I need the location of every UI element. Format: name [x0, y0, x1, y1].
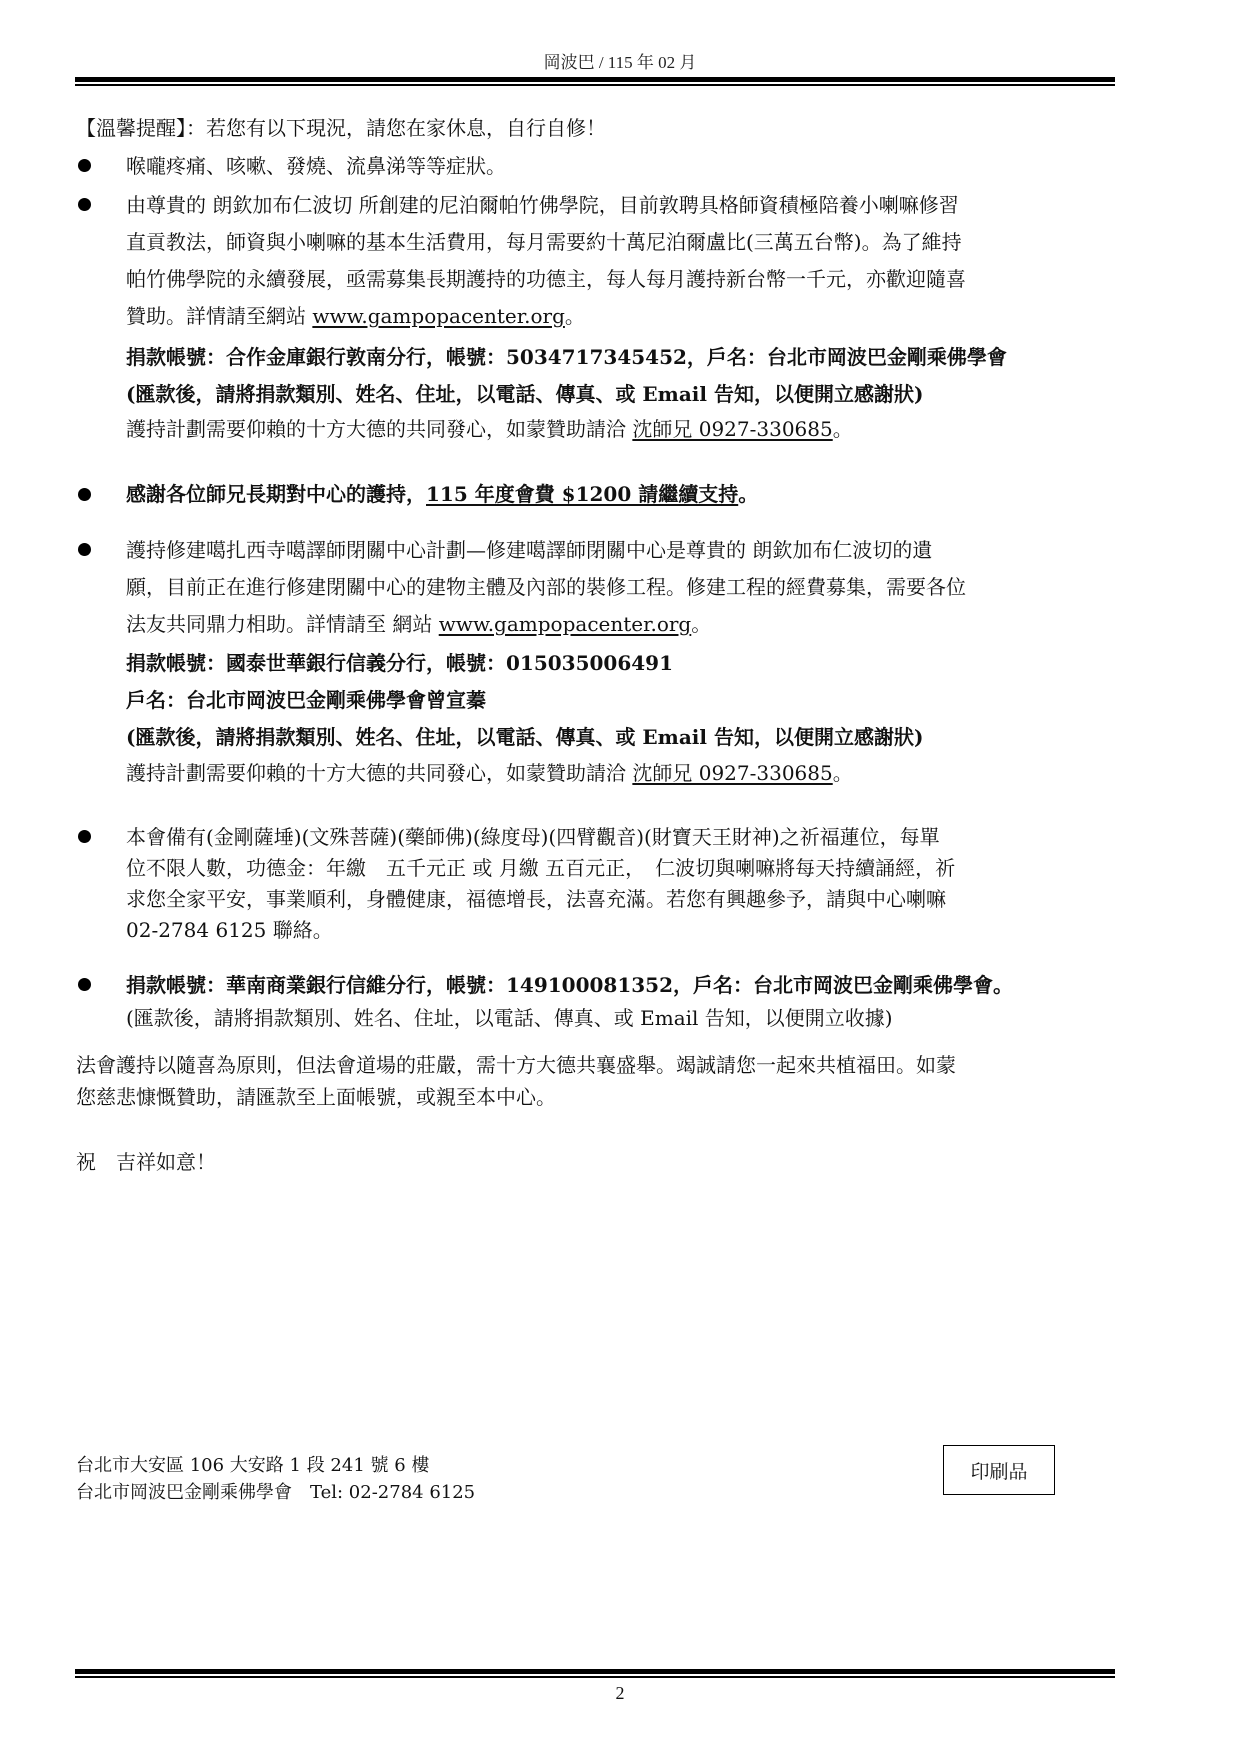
page-header-title: 岡波巴 / 115 年 02 月: [543, 53, 697, 72]
blessing-line-2: 位不限人數，功德金：年繳 五千元正 或 月繳 五百元正， 仁波切與喇嘛將每天持續誦經，祈: [126, 856, 956, 880]
header-rule: [75, 77, 1115, 86]
bullet-icon: [78, 488, 91, 501]
blessing-line-4: 02-2784 6125 聯絡。: [126, 918, 333, 942]
footer-rule: [75, 1669, 1115, 1678]
retreat-line-1: 護持修建噶扎西寺噶譯師閉關中心計劃—修建噶譯師閉關中心是尊貴的 朗欽加布仁波切的遺: [126, 538, 933, 562]
contact-link[interactable]: 沈師兄 0927-330685: [632, 417, 833, 441]
retreat-account-name: 戶名：台北市岡波巴金剛乘佛學會曾宣蓁: [126, 688, 486, 712]
retreat-line-2: 願，目前正在進行修建閉關中心的建物主體及內部的裝修工程。修建工程的經費募集，需要各位: [126, 575, 966, 599]
academy-account: 捐款帳號：合作金庫銀行敦南分行，帳號：5034717345452，戶名：台北市岡波巴金剛乘佛學會: [126, 345, 1007, 369]
retreat-line-3-suffix: 。: [691, 612, 712, 636]
page-number: 2: [615, 1683, 625, 1703]
academy-line-2: 直貢教法，師資與小喇嘛的基本生活費用，每月需要約十萬尼泊爾盧比(三萬五台幣)。為了維持: [126, 230, 962, 254]
bullet-icon: [78, 159, 91, 172]
retreat-contact: [126, 757, 853, 789]
academy-line-4-prefix: 贊助。詳情請至網站: [126, 304, 313, 328]
retreat-contact-suffix: 。: [832, 761, 853, 785]
closing-line-2: 您慈悲慷慨贊助，請匯款至上面帳號，或親至本中心。: [76, 1085, 556, 1109]
academy-contact-prefix: 護持計劃需要仰賴的十方大德的共同發心，如蒙贊助請洽: [126, 417, 633, 441]
academy-contact: [126, 413, 853, 445]
footer-address: 台北市大安區 106 大安路 1 段 241 號 6 樓: [76, 1455, 430, 1476]
membership-text: [126, 478, 758, 510]
retreat-contact-prefix: 護持計劃需要仰賴的十方大德的共同發心，如蒙贊助請洽: [126, 761, 633, 785]
closing-line-1: 法會護持以隨喜為原則，但法會道場的莊嚴，需十方大德共襄盛舉。竭誠請您一起來共植福田。如蒙: [76, 1053, 956, 1077]
bullet-icon: [78, 543, 91, 556]
retreat-notice: (匯款後，請將捐款類別、姓名、住址，以電話、傳真、或 Email 告知，以便開立感謝狀): [126, 725, 924, 749]
hua-nan-notice: (匯款後，請將捐款類別、姓名、住址，以電話、傳真、或 Email 告知，以便開立收據): [126, 1006, 893, 1030]
greeting: 祝 吉祥如意！: [76, 1150, 216, 1174]
symptoms-text: 喉嚨疼痛、咳嗽、發燒、流鼻涕等等症狀。: [126, 154, 506, 178]
retreat-line-3-prefix: 法友共同鼎力相助。詳情請至 網站: [126, 612, 439, 636]
bullet-icon: [78, 978, 91, 991]
membership-prefix: 感謝各位師兄長期對中心的護持，: [126, 482, 426, 506]
academy-line-4-suffix: 。: [564, 304, 585, 328]
bullet-icon: [78, 830, 91, 843]
bullet-icon: [78, 198, 91, 211]
website-link[interactable]: www.gampopacenter.org: [438, 612, 692, 636]
academy-line-4: [126, 300, 585, 332]
website-link[interactable]: www.gampopacenter.org: [312, 304, 565, 328]
blessing-line-3: 求您全家平安，事業順利，身體健康，福德增長，法喜充滿。若您有興趣參予，請與中心喇嘛: [126, 887, 946, 911]
membership-suffix: 。: [738, 482, 759, 506]
academy-line-1: 由尊貴的 朗欽加布仁波切 所創建的尼泊爾帕竹佛學院，目前敦聘具格師資積極陪養小喇嘛修習: [126, 193, 959, 217]
blessing-line-1: 本會備有(金剛薩埵)(文殊菩薩)(藥師佛)(綠度母)(四臂觀音)(財寶天王財神)之祈福蓮位，每單: [126, 825, 940, 849]
printed-matter-stamp: 印刷品: [943, 1445, 1055, 1495]
academy-notice: (匯款後，請將捐款類別、姓名、住址，以電話、傳真、或 Email 告知，以便開立感謝狀): [126, 382, 924, 406]
retreat-line-3: [126, 608, 711, 640]
retreat-account: 捐款帳號：國泰世華銀行信義分行，帳號：015035006491: [126, 651, 673, 675]
contact-link[interactable]: 沈師兄 0927-330685: [632, 761, 833, 785]
academy-contact-suffix: 。: [832, 417, 853, 441]
reminder-text: 【溫馨提醒】：若您有以下現況，請您在家休息，自行自修！: [76, 116, 606, 140]
footer-org-tel: 台北市岡波巴金剛乘佛學會 Tel: 02-2784 6125: [76, 1482, 476, 1503]
membership-fee-link: 115 年度會費 $1200 請繼續支持: [426, 482, 739, 506]
hua-nan-account: 捐款帳號：華南商業銀行信維分行，帳號：149100081352，戶名：台北市岡波巴金剛乘佛學會。: [126, 973, 1013, 997]
academy-line-3: 帕竹佛學院的永續發展，亟需募集長期護持的功德主，每人每月護持新台幣一千元，亦歡迎隨喜: [126, 267, 966, 291]
